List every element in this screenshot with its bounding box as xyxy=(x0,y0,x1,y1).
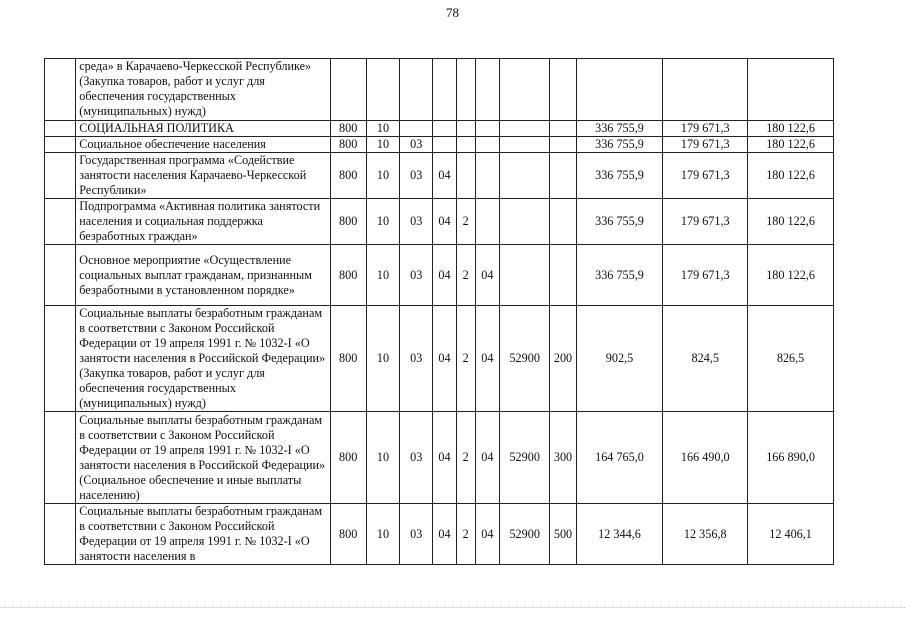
program-code: 04 xyxy=(433,245,456,306)
row-name: Основное мероприятие «Осуществление социальных выплат гражданам, признанным безработными в установленном порядке» xyxy=(76,245,330,306)
ministry-code: 800 xyxy=(330,306,366,412)
section-code xyxy=(366,59,399,121)
amount-year-3: 180 122,6 xyxy=(748,245,834,306)
subprogram-code xyxy=(456,59,475,121)
program-code: 04 xyxy=(433,504,456,565)
subprogram-code: 2 xyxy=(456,245,475,306)
amount-year-2: 179 671,3 xyxy=(663,137,748,153)
direction-code xyxy=(499,199,549,245)
amount-year-3: 180 122,6 xyxy=(748,137,834,153)
section-code: 10 xyxy=(366,504,399,565)
amount-year-3: 12 406,1 xyxy=(748,504,834,565)
ministry-code: 800 xyxy=(330,121,366,137)
row-number-cell xyxy=(45,199,76,245)
amount-year-1 xyxy=(576,59,663,121)
direction-code xyxy=(499,59,549,121)
row-number-cell xyxy=(45,245,76,306)
expense-type-code: 300 xyxy=(550,412,576,504)
subsection-code: 03 xyxy=(400,137,433,153)
direction-code xyxy=(499,137,549,153)
amount-year-1: 336 755,9 xyxy=(576,121,663,137)
subsection-code: 03 xyxy=(400,153,433,199)
amount-year-2: 179 671,3 xyxy=(663,121,748,137)
scan-edge-divider xyxy=(0,607,905,609)
ministry-code: 800 xyxy=(330,504,366,565)
amount-year-1: 336 755,9 xyxy=(576,245,663,306)
table-row xyxy=(45,245,834,306)
amount-year-1: 336 755,9 xyxy=(576,153,663,199)
section-code: 10 xyxy=(366,121,399,137)
ministry-code: 800 xyxy=(330,153,366,199)
section-code: 10 xyxy=(366,412,399,504)
amount-year-3 xyxy=(748,59,834,121)
row-name: среда» в Карачаево-Черкесской Республике» (Закупка товаров, работ и услуг для обеспечения государственных (муниципальных) нужд) xyxy=(76,59,330,121)
measure-code: 04 xyxy=(475,412,499,504)
program-code: 04 xyxy=(433,306,456,412)
program-code: 04 xyxy=(433,412,456,504)
amount-year-1: 164 765,0 xyxy=(576,412,663,504)
row-name: Подпрограмма «Активная политика занятости населения и социальная поддержка безработных граждан» xyxy=(76,199,330,245)
amount-year-3: 180 122,6 xyxy=(748,153,834,199)
amount-year-2 xyxy=(663,59,748,121)
section-code: 10 xyxy=(366,306,399,412)
table-row xyxy=(45,199,834,245)
row-number-cell xyxy=(45,504,76,565)
subprogram-code: 2 xyxy=(456,306,475,412)
amount-year-2: 166 490,0 xyxy=(663,412,748,504)
row-number-cell xyxy=(45,412,76,504)
program-code: 04 xyxy=(433,199,456,245)
row-name: Социальные выплаты безработным гражданам в соответствии с Законом Российской Федерации от 19 апреля 1991 г. № 1032-I «О занятости населения в xyxy=(76,504,330,565)
expense-type-code: 200 xyxy=(550,306,576,412)
amount-year-1: 336 755,9 xyxy=(576,199,663,245)
measure-code: 04 xyxy=(475,306,499,412)
subsection-code: 03 xyxy=(400,412,433,504)
subsection-code xyxy=(400,59,433,121)
direction-code xyxy=(499,153,549,199)
row-number-cell xyxy=(45,121,76,137)
ministry-code: 800 xyxy=(330,245,366,306)
direction-code: 52900 xyxy=(499,504,549,565)
amount-year-3: 180 122,6 xyxy=(748,199,834,245)
expense-type-code xyxy=(550,245,576,306)
section-code: 10 xyxy=(366,137,399,153)
subsection-code: 03 xyxy=(400,245,433,306)
measure-code xyxy=(475,121,499,137)
section-code: 10 xyxy=(366,245,399,306)
amount-year-2: 179 671,3 xyxy=(663,199,748,245)
ministry-code: 800 xyxy=(330,137,366,153)
amount-year-1: 336 755,9 xyxy=(576,137,663,153)
subsection-code: 03 xyxy=(400,199,433,245)
row-name: Социальные выплаты безработным гражданам в соответствии с Законом Российской Федерации от 19 апреля 1991 г. № 1032-I «О занятости населения в Российской Федерации» (Социальное обеспечение и иные выплаты населению) xyxy=(76,412,330,504)
row-name: Государственная программа «Содействие занятости населения Карачаево-Черкесской Республики» xyxy=(76,153,330,199)
measure-code xyxy=(475,137,499,153)
section-code: 10 xyxy=(366,199,399,245)
row-number-cell xyxy=(45,306,76,412)
table-row xyxy=(45,121,834,137)
program-code xyxy=(433,59,456,121)
expense-type-code: 500 xyxy=(550,504,576,565)
amount-year-2: 179 671,3 xyxy=(663,153,748,199)
measure-code xyxy=(475,153,499,199)
expense-type-code xyxy=(550,153,576,199)
measure-code: 04 xyxy=(475,245,499,306)
expense-type-code xyxy=(550,137,576,153)
table-row xyxy=(45,153,834,199)
subsection-code xyxy=(400,121,433,137)
measure-code: 04 xyxy=(475,504,499,565)
row-name: Социальные выплаты безработным гражданам в соответствии с Законом Российской Федерации от 19 апреля 1991 г. № 1032-I «О занятости населения в Российской Федерации» (Закупка товаров, работ и услуг для обеспечения государственных (муниципальных) нужд) xyxy=(76,306,330,412)
section-code: 10 xyxy=(366,153,399,199)
amount-year-2: 179 671,3 xyxy=(663,245,748,306)
program-code xyxy=(433,137,456,153)
ministry-code: 800 xyxy=(330,412,366,504)
budget-table xyxy=(44,58,834,565)
amount-year-2: 824,5 xyxy=(663,306,748,412)
direction-code xyxy=(499,121,549,137)
expense-type-code xyxy=(550,121,576,137)
row-number-cell xyxy=(45,137,76,153)
row-name: СОЦИАЛЬНАЯ ПОЛИТИКА xyxy=(76,121,330,137)
amount-year-3: 826,5 xyxy=(748,306,834,412)
row-number-cell xyxy=(45,59,76,121)
measure-code xyxy=(475,199,499,245)
direction-code: 52900 xyxy=(499,412,549,504)
ministry-code: 800 xyxy=(330,199,366,245)
subprogram-code xyxy=(456,121,475,137)
amount-year-3: 180 122,6 xyxy=(748,121,834,137)
row-number-cell xyxy=(45,153,76,199)
subprogram-code: 2 xyxy=(456,199,475,245)
amount-year-1: 902,5 xyxy=(576,306,663,412)
subsection-code: 03 xyxy=(400,306,433,412)
subprogram-code xyxy=(456,153,475,199)
table-row xyxy=(45,412,834,504)
ministry-code xyxy=(330,59,366,121)
program-code xyxy=(433,121,456,137)
table-row xyxy=(45,504,834,565)
row-name: Социальное обеспечение населения xyxy=(76,137,330,153)
amount-year-2: 12 356,8 xyxy=(663,504,748,565)
subsection-code: 03 xyxy=(400,504,433,565)
table-row xyxy=(45,59,834,121)
subprogram-code: 2 xyxy=(456,504,475,565)
page-number: 78 xyxy=(446,5,459,20)
expense-type-code xyxy=(550,199,576,245)
expense-type-code xyxy=(550,59,576,121)
measure-code xyxy=(475,59,499,121)
subprogram-code: 2 xyxy=(456,412,475,504)
table-row xyxy=(45,306,834,412)
program-code: 04 xyxy=(433,153,456,199)
direction-code xyxy=(499,245,549,306)
direction-code: 52900 xyxy=(499,306,549,412)
amount-year-1: 12 344,6 xyxy=(576,504,663,565)
amount-year-3: 166 890,0 xyxy=(748,412,834,504)
table-row xyxy=(45,137,834,153)
subprogram-code xyxy=(456,137,475,153)
